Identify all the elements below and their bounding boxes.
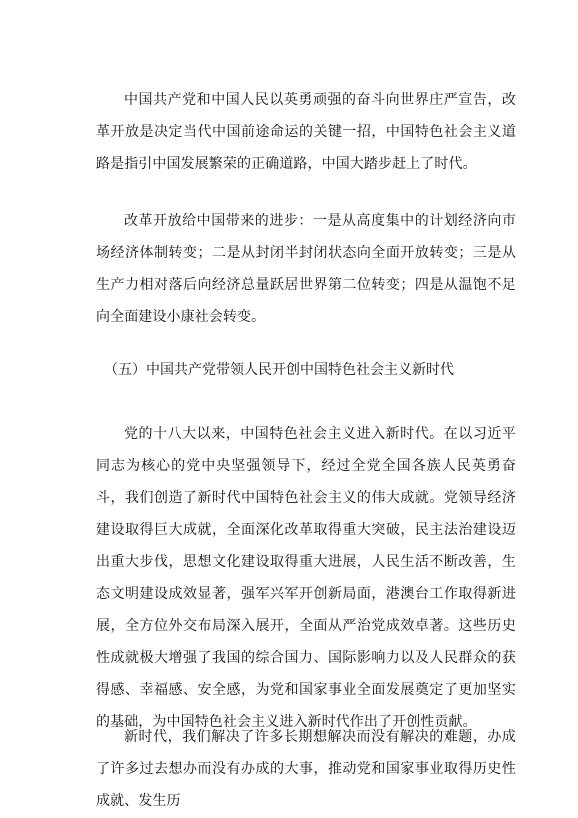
section-heading: （五）中国共产党带领人民开创中国特色社会主义新时代 — [104, 362, 454, 378]
paragraph-new-era-achievements: 党的十八大以来，中国特色社会主义进入新时代。在以习近平同志为核心的党中央坚强领导下，经过全党全国各族人民英勇奋斗，我们创造了新时代中国特色社会主义的伟大成就。党领导经济建设取得巨大成就，全面深化改革取得重大突破，民主法治建设迈出重大步伐，思想文化建设取得重大进展，人民生活不断改善，生态文明建设成效显著，强军兴军开创新局面，港澳台工作取得新进展，全方位外交布局深入展开，全面从严治党成效卓著。这些历史性成就极大增强了我国的综合国力、国际影响力以及人民群众的获得感、幸福感、安全感，为党和国家事业全面发展奠定了更加坚实的基础，为中国特色社会主义进入新时代作出了开创性贡献。 — [96, 426, 516, 730]
paragraph-reform-declaration: 中国共产党和中国人民以英勇顽强的奋斗向世界庄严宣告，改革开放是决定当代中国前途命运的关键一招，中国特色社会主义道路是指引中国发展繁荣的正确道路，中国大踏步赶上了时代。 — [96, 92, 516, 172]
paragraph-new-era-problems-solved: 新时代，我们解决了许多长期想解决而没有解决的难题，办成了许多过去想办而没有办成的大事，推动党和国家事业取得历史性成就、发生历 — [96, 729, 516, 809]
paragraph-reform-progress: 改革开放给中国带来的进步：一是从高度集中的计划经济向市场经济体制转变；二是从封闭半封闭状态向全面开放转变；三是从生产力相对落后向经济总量跃居世界第二位转变；四是从温饱不足向全面建设小康社会转变。 — [96, 213, 516, 325]
